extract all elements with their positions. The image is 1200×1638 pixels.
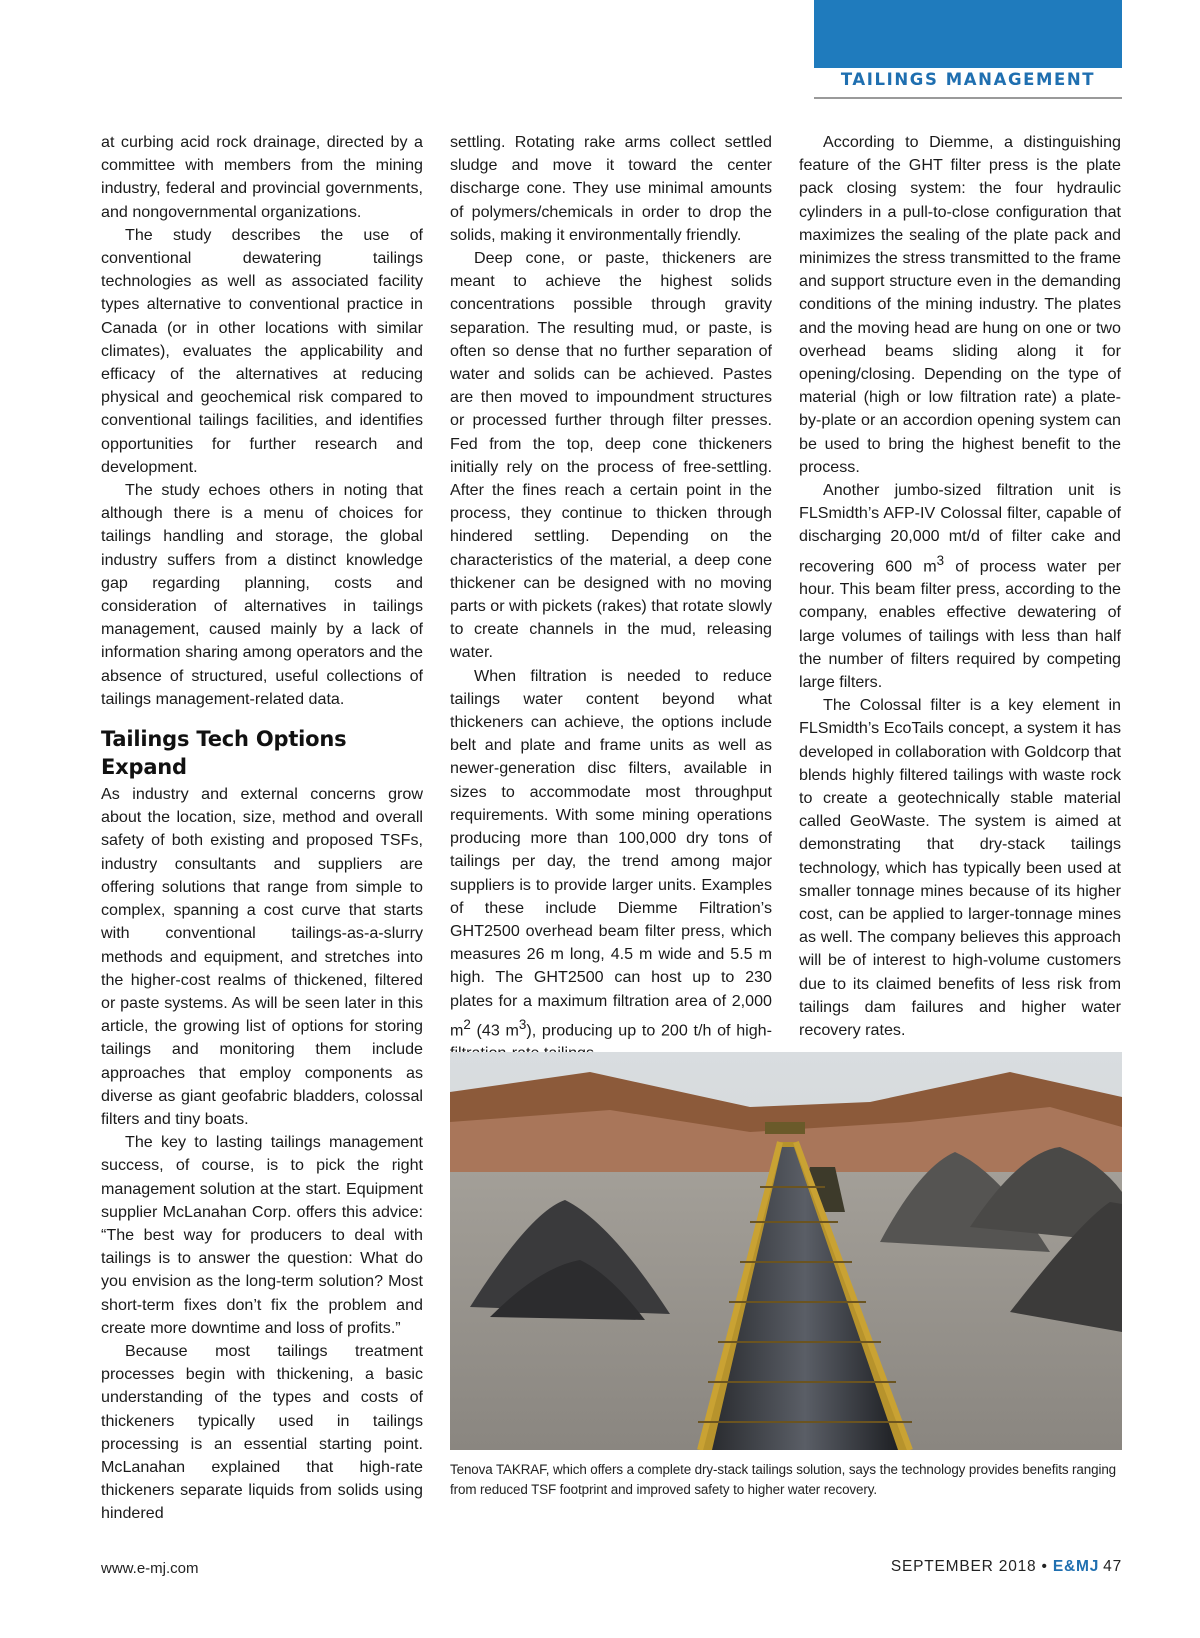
text-run: of process water per hour. This beam filter press, according to the company, enables effective dewatering of large volumes of tailings with less than half the number of filters required by competing large filters. xyxy=(799,557,1122,692)
article-column-1 xyxy=(101,131,423,1526)
text-run: Another jumbo-sized filtration unit is FLSmidth’s AFP-IV Colossal filter, capable of discharging 20,000 mt/d of filter cake and recovering 600 m xyxy=(799,481,1121,576)
paragraph: The Colossal filter is a key element in FLSmidth’s EcoTails concept, a system it has developed in collaboration with Goldcorp that blends highly filtered tailings with waste rock to create a geotechnically stable material called GeoWaste. The system is aimed at demonstrating that dry-stack tailings technology, which has typically been used at smaller tonnage mines because of its higher cost, can be applied to larger-tonnage mines as well. The company believes this approach will be of interest to high-volume customers due to its claimed benefits of less risk from tailings dam failures and higher water recovery rates. xyxy=(799,696,1121,1040)
section-heading: Tailings Tech Options Expand xyxy=(101,727,347,780)
footer-issue xyxy=(820,1558,1122,1576)
superscript: 2 xyxy=(463,1016,471,1032)
header-color-bar xyxy=(814,0,1122,68)
paragraph: Because most tailings treatment processes begin with thickening, a basic understanding of the types and costs of thickeners typically used in tailings processing is an essential starting point. McLanahan explained that high-rate thickeners separate liquids from solids using hindered xyxy=(101,1341,423,1523)
paragraph xyxy=(450,665,772,1066)
paragraph: The study echoes others in noting that although there is a menu of choices for tailings handling and storage, the global industry suffers from a distinct knowledge gap regarding planning, costs and consideration of alternatives in tailings management, caused mainly by a lack of information sharing among operators and the absence of structured, useful collections of tailings management-related data. xyxy=(101,481,423,708)
section-divider xyxy=(814,97,1122,99)
text-run: ), producing up to 200 t/h of high- xyxy=(526,1021,772,1040)
paragraph: settling. Rotating rake arms collect settled sludge and move it toward the center discharge cone. They use minimal amounts of polymers/chemicals in order to drop the solids, making it environmentally friendly. xyxy=(450,133,772,244)
paragraph: at curbing acid rock drainage, directed by a committee with members from the mining industry, federal and provincial governments, and nongovernmental organizations. xyxy=(101,133,423,221)
article-column-3 xyxy=(799,131,1121,1042)
superscript: 3 xyxy=(518,1016,527,1032)
superscript: 3 xyxy=(936,552,945,568)
paragraph: The study describes the use of conventional dewatering tailings technologies as well as associated facility types alternative to conventional practice in Canada (or in other locations with similar climates), evaluates the applicability and efficacy of the alternatives at reducing physical and geochemical risk compared to conventional tailings facilities, and identifies opportunities for further research and development. xyxy=(101,225,423,476)
magazine-brand: E&MJ xyxy=(1052,1558,1100,1575)
text-run: (43 m xyxy=(470,1021,519,1040)
photo-caption: Tenova TAKRAF, which offers a complete dry-stack tailings solution, says the technology provides benefits ranging from reduced TSF footprint and improved safety to higher water recovery. xyxy=(450,1462,1117,1497)
article-column-2 xyxy=(450,131,772,1065)
paragraph: The key to lasting tailings management success, of course, is to pick the right management solution at the start. Equipment supplier McLanahan Corp. offers this advice: “The best way for producers to deal with tailings is to answer the question: What do you envision as the long-term solution? Most short-term fixes don’t fix the problem and create more downtime and loss of profits.” xyxy=(101,1133,423,1337)
paragraph: Deep cone, or paste, thickeners are meant to achieve the highest solids concentrations possible through gravity separation. The resulting mud, or paste, is often so dense that no further separation of water and solids can be achieved. Pastes are then moved to impoundment structures or processed further through filter presses. Fed from the top, deep cone thickeners initially rely on the process of free-settling. After the fines reach a certain point in the process, they continue to thicken through hindered settling. Depending on the characteristics of the material, a deep cone thickener can be designed with no moving parts or with pickets (rakes) that rotate slowly to create channels in the mud, releasing water. xyxy=(450,249,772,662)
issue-date: SEPTEMBER 2018 • xyxy=(890,1558,1053,1575)
paragraph: According to Diemme, a distinguishing feature of the GHT filter press is the plate pack closing system: the four hydraulic cylinders in a pull-to-close configuration that maximizes the sealing of the plate pack and minimizes the stress transmitted to the frame and support structure even in the demanding conditions of the mining industry. The plates and the moving head are hung on one or two overhead beams sliding along it for opening/closing. Depending on the type of material (high or low filtration rate) a plate-by-plate or an accordion opening system can be used to bring the highest benefit to the process. xyxy=(799,133,1121,476)
conveyor-photo xyxy=(450,1052,1122,1450)
paragraph: As industry and external concerns grow about the location, size, method and overall safety of both existing and proposed TSFs, industry consultants and suppliers are offering solutions that range from simple to complex, spanning a cost curve that starts with conventional tailings-as-a-slurry methods and equipment, and stretches into the higher-cost realms of thickened, filtered or paste systems. As will be seen later in this article, the growing list of options for storing tailings and monitoring them include approaches that employ components as diverse as giant geofabric bladders, colossal filters and tiny boats. xyxy=(101,785,423,1128)
footer-website: www.e-mj.com xyxy=(101,1560,199,1577)
text-run: When filtration is needed to reduce tailings water content beyond what thickeners can achieve, the options include belt and plate and frame units as well as newer-generation disc filters, available in sizes to accommodate most throughput requirements. With some mining operations producing more than 100,000 dry tons of tailings per day, the trend among major suppliers is to provide larger units. Examples of these include Diemme Filtration’s GHT2500 overhead beam filter press, which measures 26 m long, 4.5 m wide and 5.5 m high. The GHT2500 can host up to 230 plates for a maximum filtration area of 2,000 m xyxy=(450,666,772,1040)
paragraph xyxy=(799,479,1121,694)
page-number: 47 xyxy=(1103,1558,1122,1575)
section-label: TAILINGS MANAGEMENT xyxy=(840,70,1096,89)
